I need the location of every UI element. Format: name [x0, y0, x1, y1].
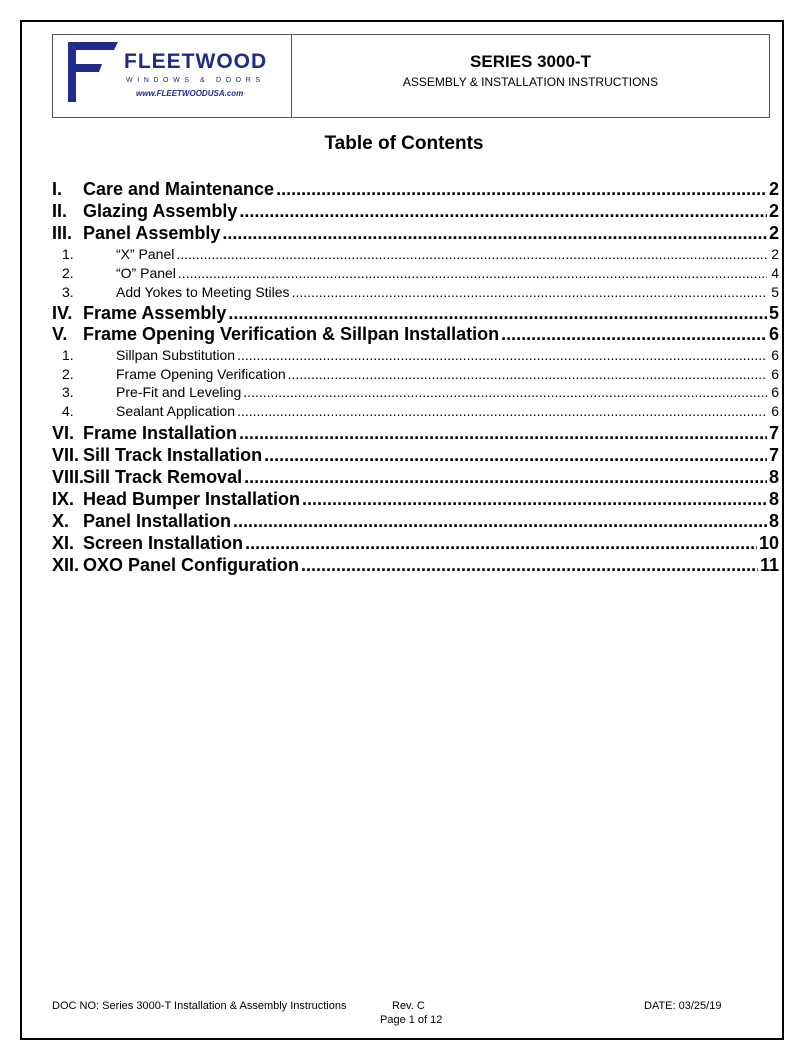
toc-entry-page: 6 [768, 324, 779, 344]
toc-entry[interactable] [52, 222, 779, 244]
toc-entry-number: 3. [62, 284, 74, 300]
toc-entry-page: 5 [771, 284, 779, 300]
toc-entry-title: Frame Installation [83, 423, 238, 443]
toc-entry-page: 2 [768, 179, 779, 199]
toc-entry[interactable] [52, 532, 779, 554]
toc-entry[interactable] [52, 422, 779, 444]
toc-leader-dots [176, 245, 767, 263]
toc-entry-number: 3. [62, 384, 74, 400]
fleetwood-logo [64, 40, 274, 110]
toc-entry-page: 5 [768, 303, 779, 323]
toc-entry-number: I. [52, 179, 63, 199]
toc-leader-dots [228, 302, 767, 324]
toc-leader-dots [237, 346, 767, 364]
toc-entry-number: 1. [62, 246, 74, 262]
toc-leader-dots [244, 466, 767, 488]
document-header [52, 34, 770, 118]
toc-entry[interactable] [52, 365, 779, 383]
toc-entry-number: XII. [52, 555, 80, 575]
toc-entry[interactable] [52, 510, 779, 532]
logo-url-text: www.FLEETWOODUSA.com [136, 89, 244, 98]
toc-entry-page: 8 [768, 511, 779, 531]
toc-entry[interactable] [52, 466, 779, 488]
toc-leader-dots [264, 444, 767, 466]
toc-leader-dots [222, 222, 767, 244]
toc-entry[interactable] [52, 178, 779, 200]
toc-entry-number: VII. [52, 445, 80, 465]
toc-entry[interactable] [52, 346, 779, 364]
toc-leader-dots [233, 510, 767, 532]
toc-entry-page: 6 [771, 366, 779, 382]
toc-entry-page: 7 [768, 423, 779, 443]
toc-entry-number: IV. [52, 303, 73, 323]
toc-entry-number: 1. [62, 347, 74, 363]
toc-entry-title: Frame Opening Verification & Sillpan Installation [83, 324, 500, 344]
toc-entry-number: 2. [62, 265, 74, 281]
toc-entry-number: VIII. [52, 467, 85, 487]
toc-leader-dots [239, 422, 767, 444]
toc-entry-title: Sill Track Installation [83, 445, 263, 465]
series-title: SERIES 3000-T [470, 52, 591, 71]
toc-entry[interactable] [52, 245, 779, 263]
toc-leader-dots [288, 365, 768, 383]
toc-entry-page: 2 [768, 201, 779, 221]
toc-entry-title: OXO Panel Configuration [83, 555, 300, 575]
toc-entry[interactable] [52, 264, 779, 282]
toc-entry-number: IX. [52, 489, 75, 509]
toc-entry-title: Glazing Assembly [83, 201, 238, 221]
toc-leader-dots [243, 383, 767, 401]
toc-leader-dots [245, 532, 757, 554]
toc-entry-title: Add Yokes to Meeting Stiles [116, 284, 290, 300]
toc-leader-dots [239, 200, 767, 222]
toc-entry-page: 8 [768, 489, 779, 509]
toc-entry-number: II. [52, 201, 68, 221]
toc-entry-title: Panel Assembly [83, 223, 221, 243]
toc-entry-title: Frame Opening Verification [116, 366, 286, 382]
toc-entry-title: Sill Track Removal [83, 467, 243, 487]
toc-leader-dots [301, 554, 758, 576]
logo-tagline-text: WINDOWS & DOORS [126, 77, 265, 84]
toc-entry-number: III. [52, 223, 73, 243]
toc-entry-number: X. [52, 511, 70, 531]
toc-entry-page: 6 [771, 403, 779, 419]
toc-leader-dots [276, 178, 767, 200]
toc-entry-title: Screen Installation [83, 533, 244, 553]
toc-entry-page: 2 [768, 223, 779, 243]
toc-entry-page: 6 [771, 347, 779, 363]
series-subtitle: ASSEMBLY & INSTALLATION INSTRUCTIONS [402, 75, 659, 89]
toc-entry[interactable] [52, 323, 779, 345]
toc-entry-page: 2 [771, 246, 779, 262]
toc-entry-title: Head Bumper Installation [83, 489, 301, 509]
toc-leader-dots [292, 283, 768, 301]
toc-entry[interactable] [52, 302, 779, 324]
toc-entry-page: 8 [768, 467, 779, 487]
toc-entry-title: Pre-Fit and Leveling [116, 384, 242, 400]
toc-leader-dots [178, 264, 767, 282]
toc-entry[interactable] [52, 402, 779, 420]
toc-entry-number: XI. [52, 533, 75, 553]
toc-entry-number: V. [52, 324, 68, 344]
footer-revision: Rev. C [392, 1000, 425, 1012]
toc-entry-number: 4. [62, 403, 74, 419]
toc-heading: Table of Contents [324, 133, 484, 154]
toc-entry[interactable] [52, 283, 779, 301]
toc-entry-title: Panel Installation [83, 511, 232, 531]
toc-entry-title: Sealant Application [116, 403, 236, 419]
toc-entry[interactable] [52, 200, 779, 222]
toc-entry[interactable] [52, 488, 779, 510]
toc-leader-dots [237, 402, 767, 420]
toc-entry-page: 4 [771, 265, 779, 281]
logo-brand-text: FLEETWOOD [124, 50, 268, 73]
toc-entry-title: “X” Panel [116, 246, 175, 262]
toc-leader-dots [501, 323, 767, 345]
toc-entry-title: Care and Maintenance [83, 179, 275, 199]
footer-doc-number: DOC NO: Series 3000-T Installation & Assembly Instructions [52, 1000, 347, 1012]
toc-entry-number: 2. [62, 366, 74, 382]
toc-entry-title: Frame Assembly [83, 303, 227, 323]
toc-entry-title: Sillpan Substitution [116, 347, 236, 363]
toc-entry-page: 10 [758, 533, 779, 553]
logo-f-mark [68, 42, 118, 102]
toc-entry[interactable] [52, 383, 779, 401]
footer-date: DATE: 03/25/19 [644, 1000, 722, 1012]
toc-entry-number: VI. [52, 423, 75, 443]
toc-entry-title: “O” Panel [116, 265, 176, 281]
toc-entry[interactable] [52, 554, 779, 576]
toc-entry-page: 7 [768, 445, 779, 465]
footer-page-number: Page 1 of 12 [380, 1014, 443, 1026]
toc-entry-page: 6 [771, 384, 779, 400]
toc-entry-page: 11 [759, 555, 779, 575]
toc-leader-dots [302, 488, 767, 510]
toc-entry[interactable] [52, 444, 779, 466]
